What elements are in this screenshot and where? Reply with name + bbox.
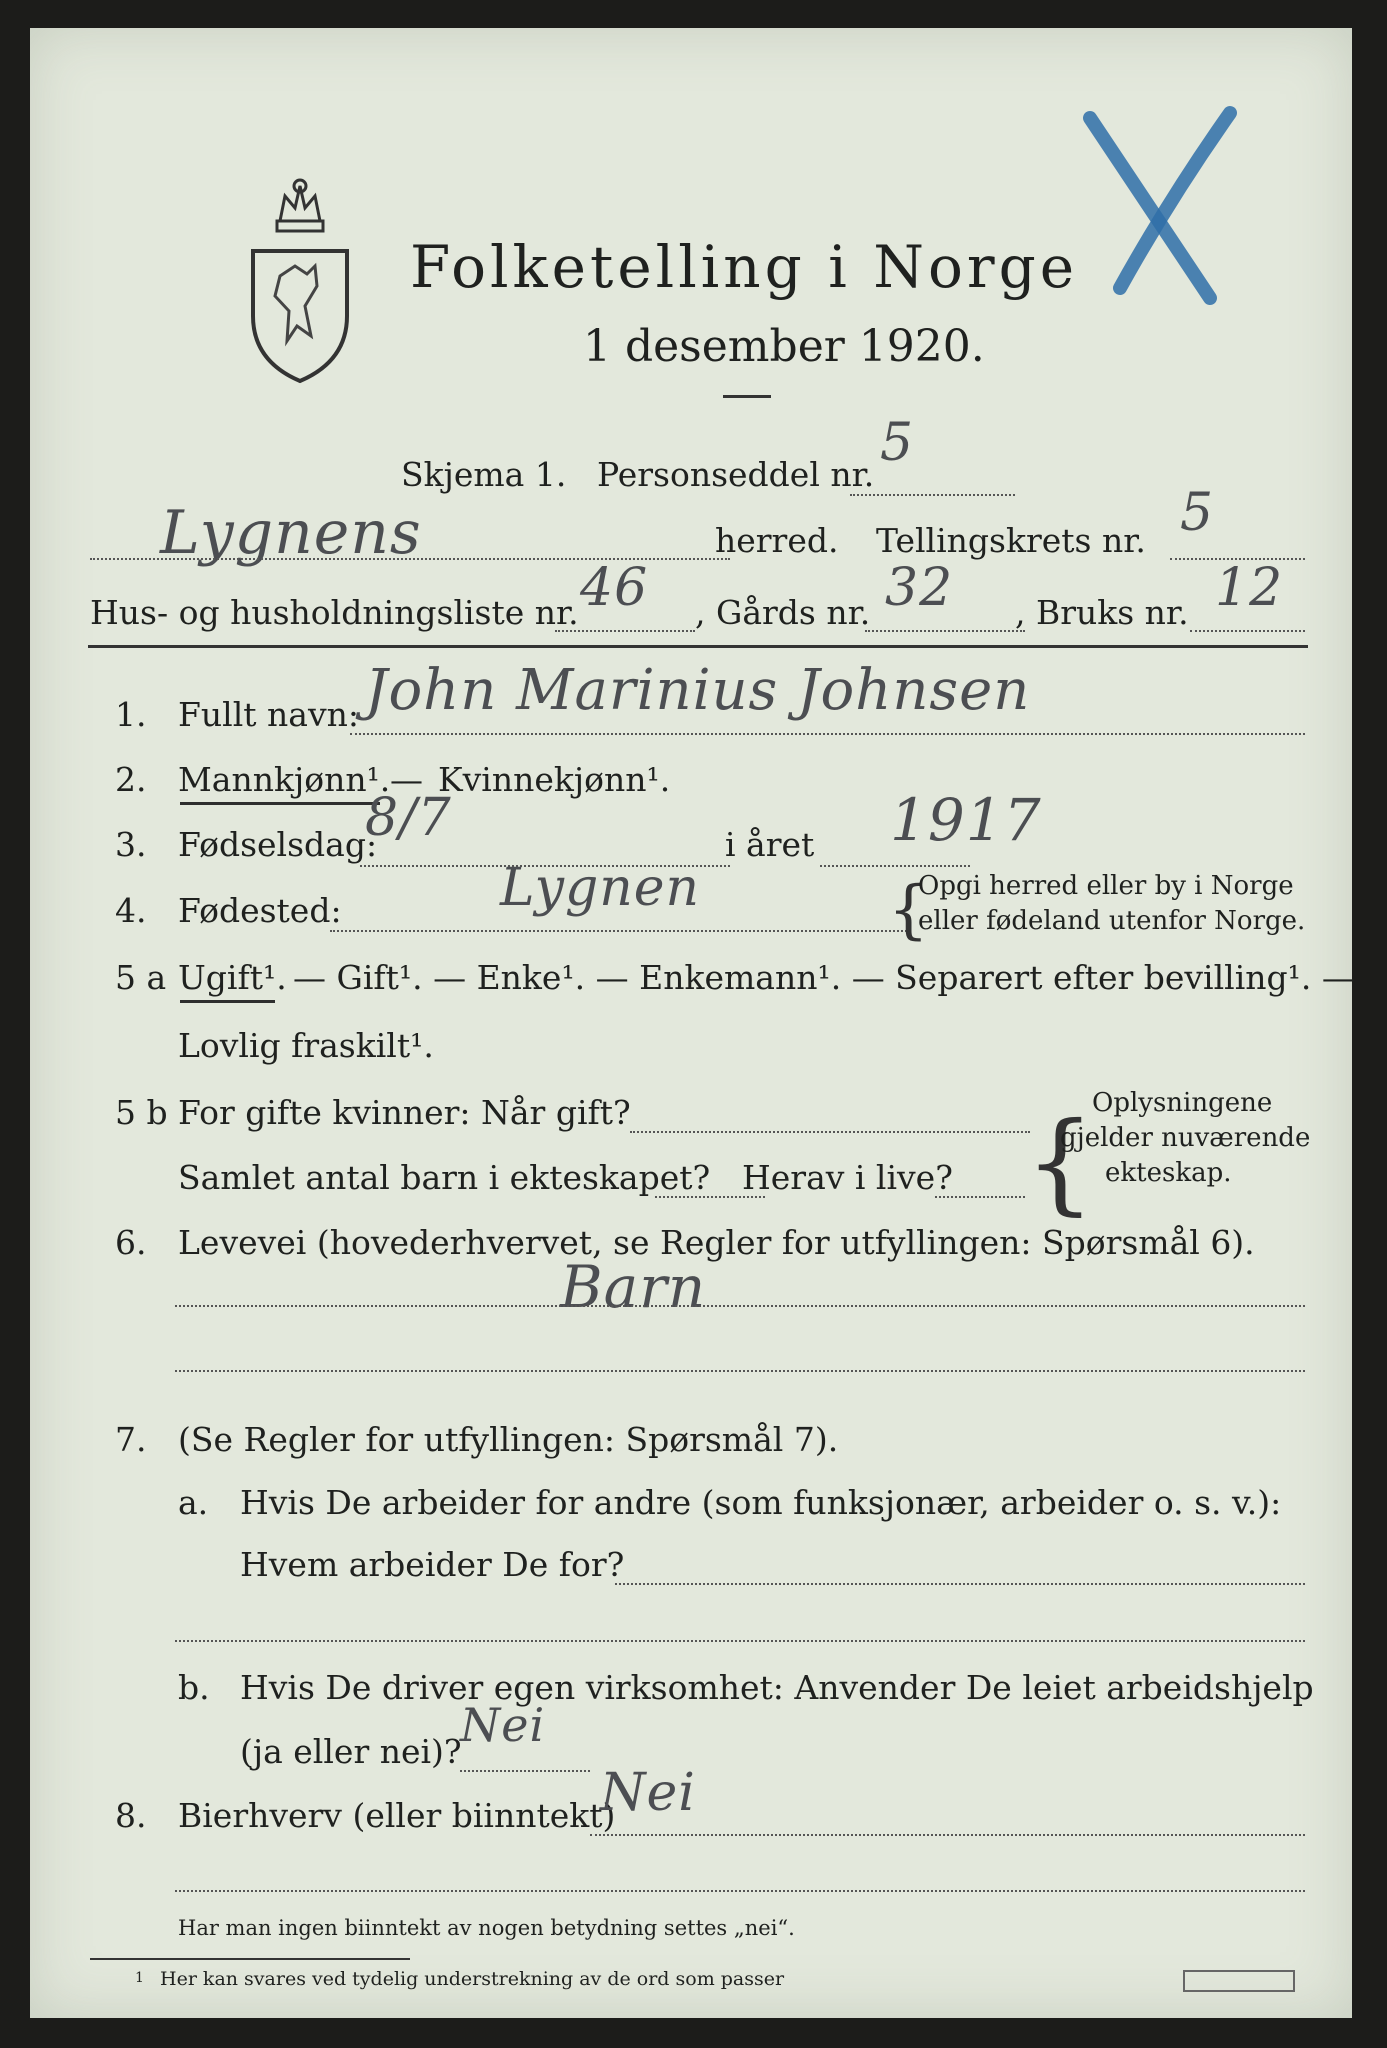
- q5b-children-label: Samlet antal barn i ekteskapet?: [178, 1158, 711, 1197]
- q4-number: 4.: [115, 891, 147, 930]
- q3-label: Fødselsdag:: [178, 825, 378, 864]
- hired-help-line: [460, 1770, 590, 1772]
- birthplace-value[interactable]: Lygnen: [500, 858, 701, 918]
- skjema-label: Skjema 1.: [401, 455, 567, 494]
- hus-line: [555, 630, 695, 632]
- q7a-employer-label: Hvem arbeider De for?: [240, 1545, 625, 1584]
- q7b-yesno-label: (ja eller nei)?: [240, 1732, 462, 1771]
- side-income-line: [590, 1834, 1305, 1836]
- q5b-alive-label: Herav i live?: [742, 1158, 953, 1197]
- children-alive-line: [935, 1196, 1025, 1198]
- full-name-value[interactable]: John Marinius Johnsen: [365, 658, 1031, 723]
- sex-separator: —: [390, 760, 423, 799]
- occupation-line-2: [175, 1370, 1305, 1372]
- bruks-label: , Bruks nr.: [1015, 593, 1189, 632]
- bruks-line: [1190, 630, 1305, 632]
- q1-number: 1.: [115, 695, 147, 734]
- q4-brace: {: [888, 873, 929, 947]
- male-underline: [180, 802, 380, 805]
- coat-of-arms-icon: [245, 166, 355, 391]
- q4-label: Fødested:: [178, 891, 342, 930]
- hus-value[interactable]: 46: [580, 558, 649, 618]
- employer-line-1: [615, 1583, 1305, 1585]
- gards-label: , Gårds nr.: [695, 593, 871, 632]
- q8-number: 8.: [115, 1796, 147, 1835]
- herred-value[interactable]: Lygnens: [160, 498, 422, 568]
- q4-note-line1: Opgi herred eller by i Norge: [918, 871, 1294, 901]
- census-form-page: [30, 28, 1355, 2018]
- q6-label: Levevei (hovederhvervet, se Regler for utfyllingen: Spørsmål 6).: [178, 1223, 1255, 1262]
- q7b-letter: b.: [178, 1668, 210, 1707]
- q3-number: 3.: [115, 825, 147, 864]
- form-date: 1 desember 1920.: [583, 321, 985, 372]
- employer-line-2: [175, 1640, 1305, 1642]
- nei-note: Har man ingen biinntekt av nogen betydning settes „nei“.: [178, 1916, 795, 1940]
- gards-line: [865, 630, 1025, 632]
- occupation-value[interactable]: Barn: [560, 1253, 707, 1321]
- year-label: i året: [725, 825, 815, 864]
- personseddel-label: Personseddel nr.: [597, 455, 875, 494]
- tellingskrets-label: Tellingskrets nr.: [876, 521, 1146, 560]
- q6-number: 6.: [115, 1223, 147, 1262]
- tellingskrets-value[interactable]: 5: [1180, 483, 1215, 543]
- q7-number: 7.: [115, 1420, 147, 1459]
- footnote-rule: [90, 1958, 410, 1960]
- birth-year-line: [820, 865, 970, 867]
- q5b-label: For gifte kvinner: Når gift?: [178, 1093, 631, 1132]
- herred-label: herred.: [715, 521, 839, 560]
- marital-fraskilt-option[interactable]: Lovlig fraskilt¹.: [178, 1026, 434, 1065]
- blue-cross-mark-icon: [1060, 88, 1260, 318]
- q5b-note-line3: ekteskap.: [1105, 1158, 1232, 1188]
- birthplace-line: [330, 930, 910, 932]
- q4-note-line2: eller fødeland utenfor Norge.: [918, 906, 1306, 936]
- ugift-underline: [180, 1000, 275, 1003]
- marital-ugift-option[interactable]: Ugift¹.: [178, 958, 287, 997]
- footnote-text: Her kan svares ved tydelig understrekning av de ord som passer: [160, 1968, 785, 1990]
- title-divider: [723, 395, 771, 398]
- q7a-letter: a.: [178, 1483, 209, 1522]
- hus-label: Hus- og husholdningsliste nr.: [90, 593, 579, 632]
- side-income-line-2: [175, 1890, 1305, 1892]
- full-name-line: [350, 733, 1305, 735]
- footnote-marker: 1: [135, 1970, 144, 1986]
- q8-label: Bierhverv (eller biinntekt): [178, 1796, 616, 1835]
- q5b-note-line1: Oplysningene: [1092, 1088, 1273, 1118]
- q5b-number: 5 b: [115, 1093, 168, 1132]
- sex-female-option[interactable]: Kvinnekjønn¹.: [438, 760, 671, 799]
- hired-help-value[interactable]: Nei: [460, 1698, 546, 1752]
- marital-other-options[interactable]: — Gift¹. — Enke¹. — Enkemann¹. — Separert efter bevilling¹. —: [293, 958, 1355, 997]
- header-rule: [88, 645, 1308, 648]
- sex-male-option[interactable]: Mannkjønn¹.: [178, 760, 391, 799]
- birthdate-value[interactable]: 8/7: [365, 788, 452, 848]
- q5b-note-line2: gjelder nuværende: [1060, 1123, 1311, 1153]
- q7-label: (Se Regler for utfyllingen: Spørsmål 7).: [178, 1420, 839, 1459]
- q5b-brace: {: [1025, 1098, 1095, 1226]
- side-income-value[interactable]: Nei: [600, 1763, 696, 1823]
- married-when-line: [630, 1131, 1030, 1133]
- q7a-label: Hvis De arbeider for andre (som funksjonær, arbeider o. s. v.):: [240, 1483, 1282, 1522]
- gards-value[interactable]: 32: [885, 558, 954, 618]
- birth-year-value[interactable]: 1917: [890, 786, 1042, 854]
- personseddel-value[interactable]: 5: [880, 413, 915, 473]
- q5a-number: 5 a: [115, 958, 167, 997]
- occupation-line-1: [175, 1305, 1305, 1307]
- bruks-value[interactable]: 12: [1215, 558, 1284, 618]
- personseddel-line: [850, 494, 1015, 496]
- form-title: Folketelling i Norge: [410, 233, 1079, 301]
- q1-label: Fullt navn:: [178, 695, 359, 734]
- q2-number: 2.: [115, 760, 147, 799]
- q7b-label: Hvis De driver egen virksomhet: Anvender De leiet arbeidshjelp: [240, 1668, 1314, 1707]
- printer-stamp: [1183, 1970, 1295, 1992]
